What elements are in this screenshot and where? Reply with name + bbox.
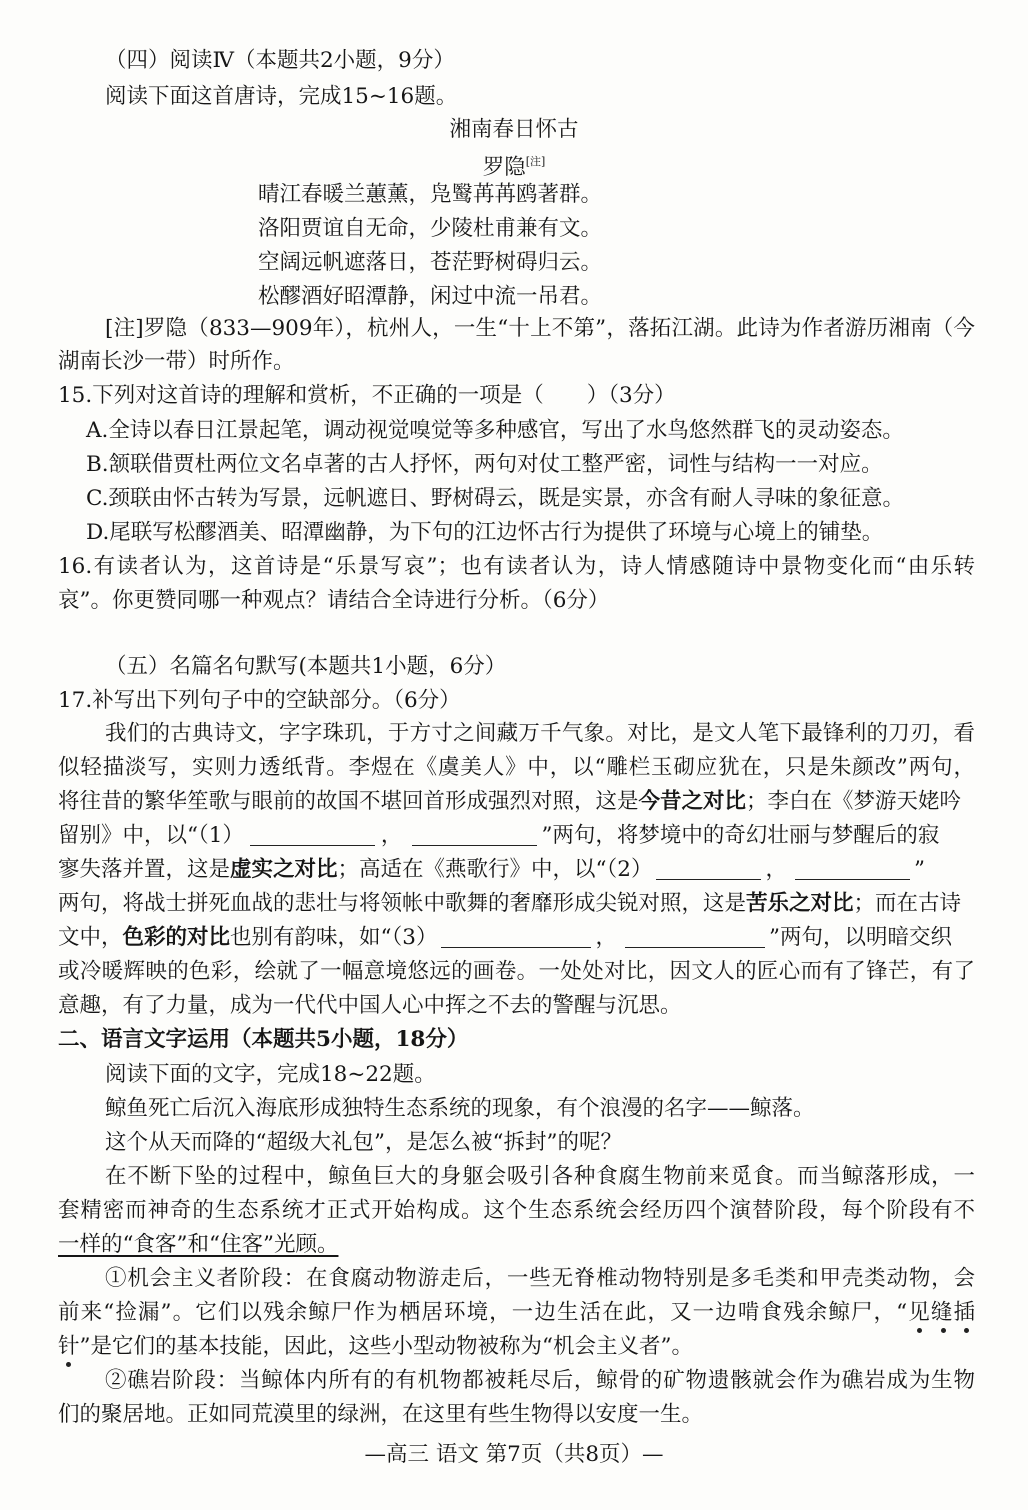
text-span: ；高适在《燕歌行》中，以“（2） — [337, 857, 653, 882]
poem-line-3: 空阔远帆遮落日，苍茫野树碍归云。 — [258, 250, 603, 275]
q17-para-line-9: 意趣，有了力量，成为一代代中国人心中挥之不去的警醒与沉思。 — [58, 993, 682, 1018]
q17-para-line-2: 似轻描淡写，实则力透纸背。李煜在《虞美人》中，以“雕栏玉砌应犹在，只是朱颜改”两句， — [58, 755, 975, 780]
poem-line-1: 晴江春暖兰蕙薰，凫鹥苒苒鸥著群。 — [258, 182, 603, 207]
poem-note-line-2: 湖南长沙一带）时所作。 — [58, 349, 295, 374]
part-2-title: 二、语言文字运用（本题共5小题，18分） — [58, 1027, 469, 1052]
passage-line-8: 针”是它们的基本技能，因此，这些小型动物被称为“机会主义者”。 — [58, 1334, 693, 1359]
section-4-title: （四）阅读Ⅳ（本题共2小题，9分） — [105, 48, 455, 73]
q17-para-line-7 — [58, 923, 952, 953]
text-span: ”两句，以明暗交织 — [768, 925, 952, 950]
q15-stem: 15.下列对这首诗的理解和赏析，不正确的一项是（ ）（3分） — [58, 383, 676, 408]
text-span: 将往昔的繁华笙歌与眼前的故国不堪回首形成强烈对照，这是 — [58, 789, 639, 814]
blank-1a[interactable] — [250, 823, 375, 846]
blank-1b[interactable] — [412, 823, 537, 846]
text-span: 两句，将战士拼死血战的悲壮与将领帐中歌舞的奢靡形成尖锐对照，这是 — [58, 891, 747, 916]
text-span: ” — [913, 857, 925, 882]
passage-line-4: 套精密而神奇的生态系统才正式开始构成。这个生态系统会经历四个演替阶段，每个阶段有不 — [58, 1198, 975, 1223]
passage-line-3: 在不断下坠的过程中，鲸鱼巨大的身躯会吸引各种食腐生物前来觅食。而当鲸落形成，一 — [105, 1164, 975, 1189]
page-footer: —高三 语文 第7页（共8页）— — [364, 1442, 664, 1467]
keyword-secai: 色彩的对比 — [122, 925, 231, 950]
q17-para-line-6 — [58, 889, 961, 919]
q16-line-1: 16.有读者认为，这首诗是“乐景写哀”；也有读者认为，诗人情感随诗中景物变化而“由乐转 — [58, 554, 975, 579]
q17-para-line-3 — [58, 787, 961, 817]
passage-line-5: 一样的“食客”和“住客”光顾。 — [58, 1232, 339, 1257]
poem-author — [0, 147, 1028, 183]
keyword-jinxi: 今昔之对比 — [638, 789, 747, 814]
text-span: ”两句，将梦境中的奇幻壮丽与梦醒后的寂 — [541, 823, 940, 848]
text-span: ， — [380, 823, 403, 848]
q17-para-line-4 — [58, 821, 939, 851]
q17-stem: 17.补写出下列句子中的空缺部分。（6分） — [58, 688, 461, 713]
poem-author-name: 罗隐 — [482, 155, 526, 180]
poem-title: 湘南春日怀古 — [449, 117, 579, 142]
section-5-title: （五）名篇名句默写(本题共1小题，6分） — [105, 654, 507, 679]
text-span: 也别有韵味，如“（3） — [230, 925, 438, 950]
poem-note-mark: [注] — [525, 155, 546, 168]
emphasis-dot — [964, 1328, 969, 1333]
passage-line-6: ①机会主义者阶段：在食腐动物游走后，一些无脊椎动物特别是多毛类和甲壳类动物，会 — [105, 1266, 975, 1291]
text-span: 文中， — [58, 925, 123, 950]
emphasis-dot — [66, 1362, 71, 1367]
part-2-instruction: 阅读下面的文字，完成18~22题。 — [105, 1062, 436, 1087]
q15-option-c: C.颈联由怀古转为写景，远帆遮日、野树碍云，既是实景，亦含有耐人寻味的象征意。 — [86, 486, 905, 511]
passage-line-7: 前来“捡漏”。它们以残余鲸尸作为栖居环境，一边生活在此，又一边啃食残余鲸尸，“见缝插 — [58, 1300, 975, 1325]
text-span: ；而在古诗 — [853, 891, 962, 916]
poem-line-4: 松醪酒好昭潭静，闲过中流一吊君。 — [258, 284, 603, 309]
text-span: ；李白在《梦游天姥吟 — [746, 789, 962, 814]
text-span: 留别》中，以“（1） — [58, 823, 244, 848]
blank-2a[interactable] — [656, 857, 761, 880]
q17-para-line-5 — [58, 855, 975, 885]
passage-line-2: 这个从天而降的“超级大礼包”，是怎么被“拆封”的呢？ — [105, 1130, 622, 1155]
passage-line-9: ②礁岩阶段：当鲸体内所有的有机物都被耗尽后，鲸骨的矿物遗骸就会作为礁岩成为生物 — [105, 1368, 975, 1393]
passage-line-10: 们的聚居地。正如同荒漠里的绿洲，在这里有些生物得以安度一生。 — [58, 1402, 704, 1427]
q15-option-d: D.尾联写松醪酒美、昭潭幽静，为下句的江边怀古行为提供了环境与心境上的铺垫。 — [86, 520, 884, 545]
section-4-instruction: 阅读下面这首唐诗，完成15~16题。 — [105, 84, 458, 109]
q17-para-line-8: 或冷暖辉映的色彩，绘就了一幅意境悠远的画卷。一处处对比，因文人的匠心而有了锋芒，有了 — [58, 959, 975, 984]
emphasis-dot — [917, 1328, 922, 1333]
q17-para-line-1: 我们的古典诗文，字字珠玑，于方寸之间藏万千气象。对比，是文人笔下最锋利的刀刃，看 — [105, 721, 975, 746]
q15-option-a: A.全诗以春日江景起笔，调动视觉嗅觉等多种感官，写出了水鸟悠然群飞的灵动姿态。 — [86, 418, 904, 443]
poem-note-line-1: [注]罗隐（833—909年），杭州人，一生“十上不第”，落拓江湖。此诗为作者游历湘南（今 — [105, 316, 975, 341]
blank-3b[interactable] — [625, 925, 765, 948]
blank-3a[interactable] — [441, 925, 591, 948]
q15-option-b: B.颔联借贾杜两位文名卓著的古人抒怀，两句对仗工整严密，词性与结构一一对应。 — [86, 452, 883, 477]
keyword-kule: 苦乐之对比 — [746, 891, 854, 916]
text-span: 寥失落并置，这是 — [58, 857, 231, 882]
q16-line-2: 哀”。你更赞同哪一种观点？请结合全诗进行分析。（6分） — [58, 588, 610, 613]
poem-line-2: 洛阳贾谊自无命，少陵杜甫兼有文。 — [258, 216, 603, 241]
passage-line-1: 鲸鱼死亡后沉入海底形成独特生态系统的现象，有个浪漫的名字——鲸落。 — [105, 1096, 815, 1121]
emphasis-dot — [941, 1328, 946, 1333]
keyword-xushi: 虚实之对比 — [230, 857, 338, 882]
text-span: ， — [765, 857, 787, 882]
text-span: ， — [595, 925, 617, 950]
blank-2b[interactable] — [795, 857, 910, 880]
